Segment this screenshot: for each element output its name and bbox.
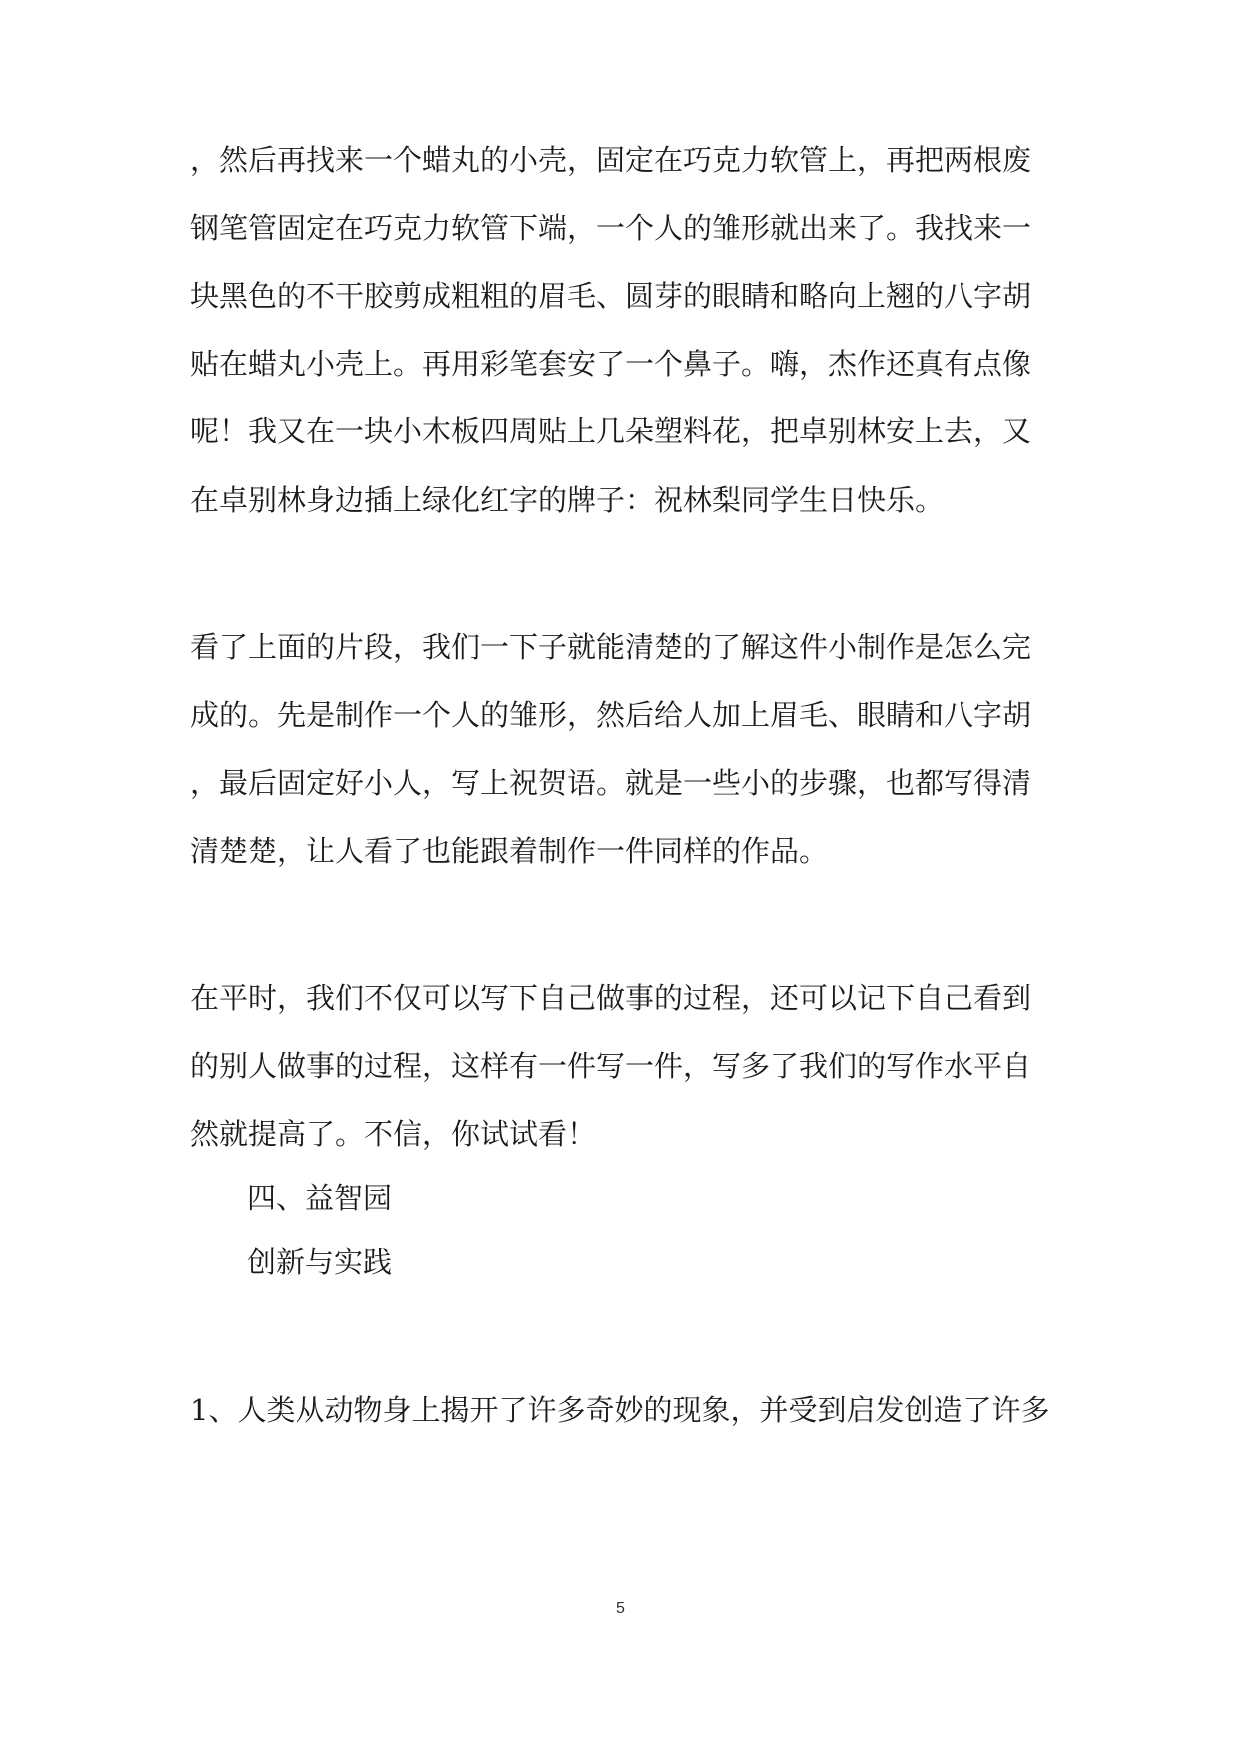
page-number: 5 <box>616 1600 625 1617</box>
paragraph-2-line-3: ，最后固定好小人，写上祝贺语。就是一些小的步骤，也都写得清 <box>190 766 1032 800</box>
list-item-1: 1、人类从动物身上揭开了许多奇妙的现象，并受到启发创造了许多 <box>190 1393 1050 1427</box>
paragraph-1-line-1: ，然后再找来一个蜡丸的小壳，固定在巧克力软管上，再把两根废 <box>190 143 1032 177</box>
subheading: 创新与实践 <box>247 1245 393 1279</box>
paragraph-3-line-2: 的别人做事的过程，这样有一件写一件，写多了我们的写作水平自 <box>190 1049 1032 1083</box>
paragraph-2-line-4: 清楚楚，让人看了也能跟着制作一件同样的作品。 <box>190 834 829 868</box>
section-heading: 四、益智园 <box>247 1181 393 1215</box>
paragraph-1-line-2: 钢笔管固定在巧克力软管下端，一个人的雏形就出来了。我找来一 <box>190 211 1032 245</box>
paragraph-3-line-3: 然就提高了。不信，你试试看！ <box>190 1117 597 1151</box>
paragraph-1-line-3: 块黑色的不干胶剪成粗粗的眉毛、圆芽的眼睛和略向上翘的八字胡 <box>190 279 1032 313</box>
paragraph-1-line-6: 在卓别林身边插上绿化红字的牌子：祝林梨同学生日快乐。 <box>190 483 945 517</box>
paragraph-1-line-5: 呢！我又在一块小木板四周贴上几朵塑料花，把卓别林安上去，又 <box>190 414 1032 448</box>
paragraph-2-line-2: 成的。先是制作一个人的雏形，然后给人加上眉毛、眼睛和八字胡 <box>190 698 1032 732</box>
paragraph-1-line-4: 贴在蜡丸小壳上。再用彩笔套安了一个鼻子。嗨，杰作还真有点像 <box>190 347 1032 381</box>
paragraph-3-line-1: 在平时，我们不仅可以写下自己做事的过程，还可以记下自己看到 <box>190 981 1032 1015</box>
paragraph-2-line-1: 看了上面的片段，我们一下子就能清楚的了解这件小制作是怎么完 <box>190 630 1032 664</box>
